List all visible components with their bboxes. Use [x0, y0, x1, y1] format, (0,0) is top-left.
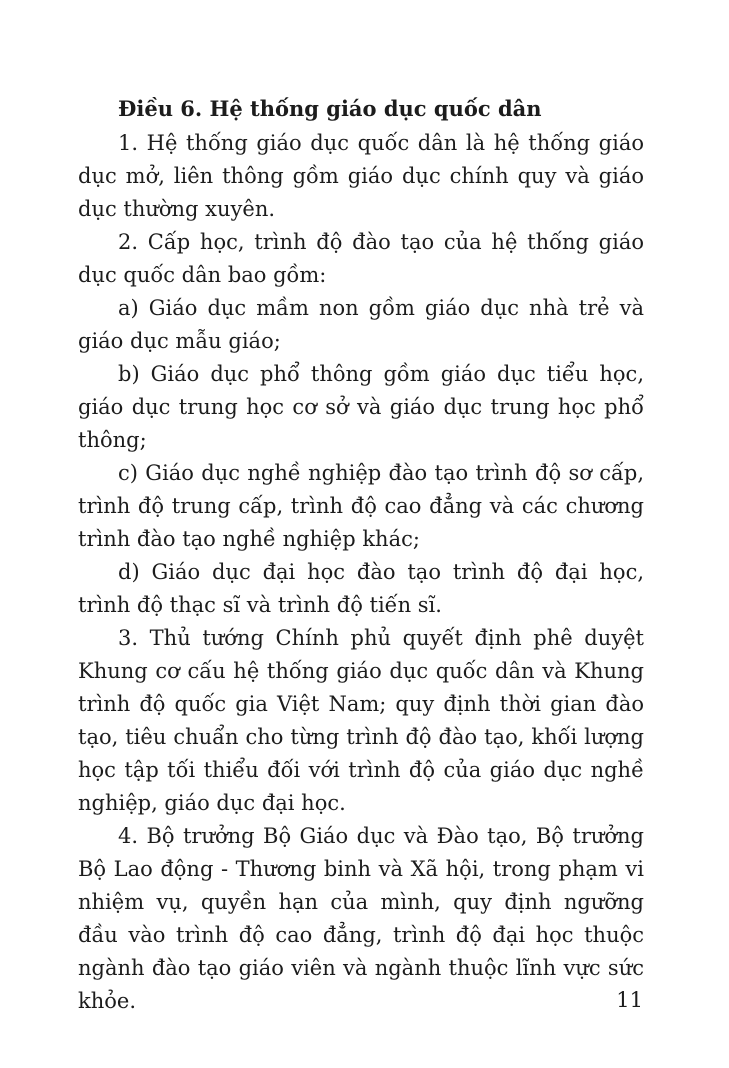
paragraph-4: 4. Bộ trưởng Bộ Giáo dục và Đào tạo, Bộ trưởng Bộ Lao động - Thương binh và Xã hội, trong phạm vi nhiệm vụ, quyền hạn của mình, quy định ngưỡng đầu vào trình độ cao đẳng, trình độ đại học thuộc ngành đào tạo giáo viên và ngành thuộc lĩnh vực sức khỏe.: [78, 824, 644, 1013]
page-number: 11: [616, 988, 643, 1012]
paragraph-2c: c) Giáo dục nghề nghiệp đào tạo trình độ sơ cấp, trình độ trung cấp, trình độ cao đẳng và các chương trình đào tạo nghề nghiệp khác;: [78, 461, 644, 551]
paragraph-2a: a) Giáo dục mầm non gồm giáo dục nhà trẻ và giáo dục mẫu giáo;: [78, 296, 644, 353]
paragraph-1: 1. Hệ thống giáo dục quốc dân là hệ thống giáo dục mở, liên thông gồm giáo dục chính quy và giáo dục thường xuyên.: [78, 131, 644, 221]
paragraph-2: 2. Cấp học, trình độ đào tạo của hệ thống giáo dục quốc dân bao gồm:: [78, 230, 644, 287]
paragraph-3: 3. Thủ tướng Chính phủ quyết định phê duyệt Khung cơ cấu hệ thống giáo dục quốc dân và Khung trình độ quốc gia Việt Nam; quy định thời gian đào tạo, tiêu chuẩn cho từng trình độ đào tạo, khối lượng học tập tối thiểu đối với trình độ của giáo dục nghề nghiệp, giáo dục đại học.: [78, 626, 644, 815]
paragraph-2d: d) Giáo dục đại học đào tạo trình độ đại học, trình độ thạc sĩ và trình độ tiến sĩ.: [78, 560, 644, 617]
article-title: Điều 6. Hệ thống giáo dục quốc dân: [118, 96, 542, 121]
document-page: [78, 92, 644, 1018]
paragraph-2b: b) Giáo dục phổ thông gồm giáo dục tiểu học, giáo dục trung học cơ sở và giáo dục trung học phổ thông;: [78, 362, 644, 452]
